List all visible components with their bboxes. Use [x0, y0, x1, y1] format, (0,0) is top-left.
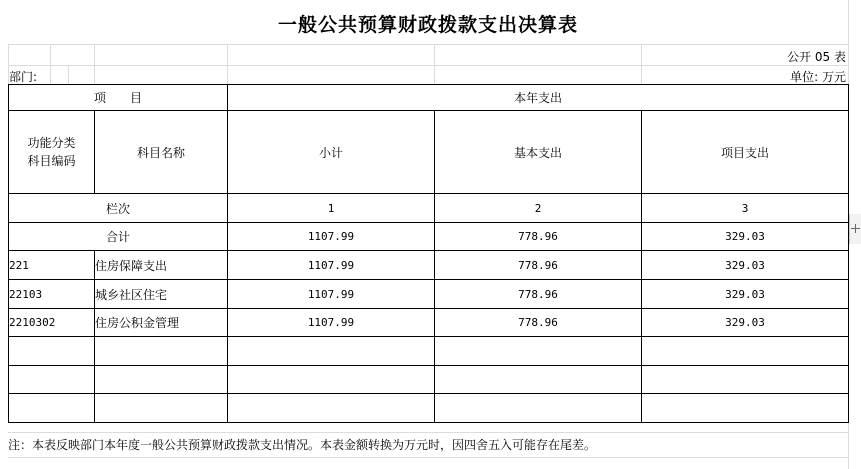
row-subtotal[interactable]: 1107.99 [228, 251, 435, 280]
table-row [9, 251, 849, 280]
row-subtotal[interactable]: 1107.99 [228, 280, 435, 309]
row-name[interactable]: 住房公积金管理 [95, 309, 228, 337]
column-index-3[interactable]: 3 [642, 194, 849, 223]
column-index-1[interactable]: 1 [228, 194, 435, 223]
total-label: 合计 [105, 230, 130, 244]
header-item: 项 目 [93, 91, 142, 105]
unit-label: 单位: 万元 [790, 70, 846, 84]
row-basic[interactable]: 778.96 [435, 251, 642, 280]
header-project-cell[interactable] [642, 111, 849, 194]
header-current-year: 本年支出 [513, 91, 562, 105]
row-basic[interactable]: 778.96 [435, 309, 642, 337]
row-project[interactable]: 329.03 [642, 280, 849, 309]
header-item-cell[interactable] [9, 85, 228, 111]
empty-cell[interactable] [95, 366, 228, 394]
department-label: 部门: [9, 70, 38, 84]
gridline [68, 65, 69, 84]
empty-cell[interactable] [228, 394, 435, 423]
row-code[interactable]: 22103 [9, 280, 95, 309]
header-subject-name-cell[interactable] [95, 111, 228, 194]
table-row [9, 280, 849, 309]
header-project: 项目支出 [720, 145, 769, 160]
total-subtotal[interactable]: 1107.99 [228, 223, 435, 251]
gridline [8, 457, 848, 458]
row-name[interactable]: 住房保障支出 [95, 251, 228, 280]
empty-cell[interactable] [9, 394, 95, 423]
empty-row [9, 394, 849, 423]
plus-icon[interactable] [851, 224, 860, 233]
gridline [641, 44, 642, 84]
empty-cell[interactable] [228, 337, 435, 366]
footnote: 注：本表反映部门本年度一般公共预算财政拨款支出情况。本表金额转换为万元时，因四舍五入可能存在尾差。 [8, 438, 597, 452]
row-subtotal[interactable]: 1107.99 [228, 309, 435, 337]
page-title: 一般公共预算财政拨款支出决算表 [277, 14, 578, 36]
gridline [94, 44, 95, 84]
expenditure-table [8, 84, 849, 423]
empty-cell[interactable] [9, 337, 95, 366]
empty-row [9, 337, 849, 366]
column-index-2[interactable]: 2 [435, 194, 642, 223]
header-subtotal: 小计 [318, 145, 343, 160]
total-project[interactable]: 329.03 [642, 223, 849, 251]
total-basic[interactable]: 778.96 [435, 223, 642, 251]
empty-cell[interactable] [435, 366, 642, 394]
column-index-label-cell[interactable] [9, 194, 228, 223]
empty-cell[interactable] [95, 337, 228, 366]
header-current-year-cell[interactable] [228, 85, 849, 111]
empty-cell[interactable] [228, 366, 435, 394]
header-subject-name: 科目名称 [136, 145, 185, 160]
empty-cell[interactable] [642, 394, 849, 423]
row-project[interactable]: 329.03 [642, 309, 849, 337]
header-basic: 基本支出 [513, 145, 562, 160]
empty-row [9, 366, 849, 394]
gridline [50, 44, 51, 84]
row-code[interactable]: 2210302 [9, 309, 95, 337]
header-func-code: 功能分类 科目编码 [27, 136, 76, 168]
empty-cell[interactable] [435, 337, 642, 366]
row-basic[interactable]: 778.96 [435, 280, 642, 309]
empty-cell[interactable] [95, 394, 228, 423]
form-number: 公开 05 表 [787, 50, 846, 64]
header-func-code-cell[interactable] [9, 111, 95, 194]
table-row [9, 309, 849, 337]
row-project[interactable]: 329.03 [642, 251, 849, 280]
row-name[interactable]: 城乡社区住宅 [95, 280, 228, 309]
gridline [8, 44, 848, 45]
empty-cell[interactable] [9, 366, 95, 394]
column-index-label: 栏次 [105, 201, 130, 216]
header-basic-cell[interactable] [435, 111, 642, 194]
gridline [8, 432, 848, 433]
empty-cell[interactable] [435, 394, 642, 423]
total-label-cell[interactable] [9, 223, 228, 251]
empty-cell[interactable] [642, 366, 849, 394]
gridline [8, 65, 848, 66]
empty-cell[interactable] [642, 337, 849, 366]
gridline [434, 44, 435, 84]
row-code[interactable]: 221 [9, 251, 95, 280]
gridline [227, 44, 228, 84]
header-subtotal-cell[interactable] [228, 111, 435, 194]
